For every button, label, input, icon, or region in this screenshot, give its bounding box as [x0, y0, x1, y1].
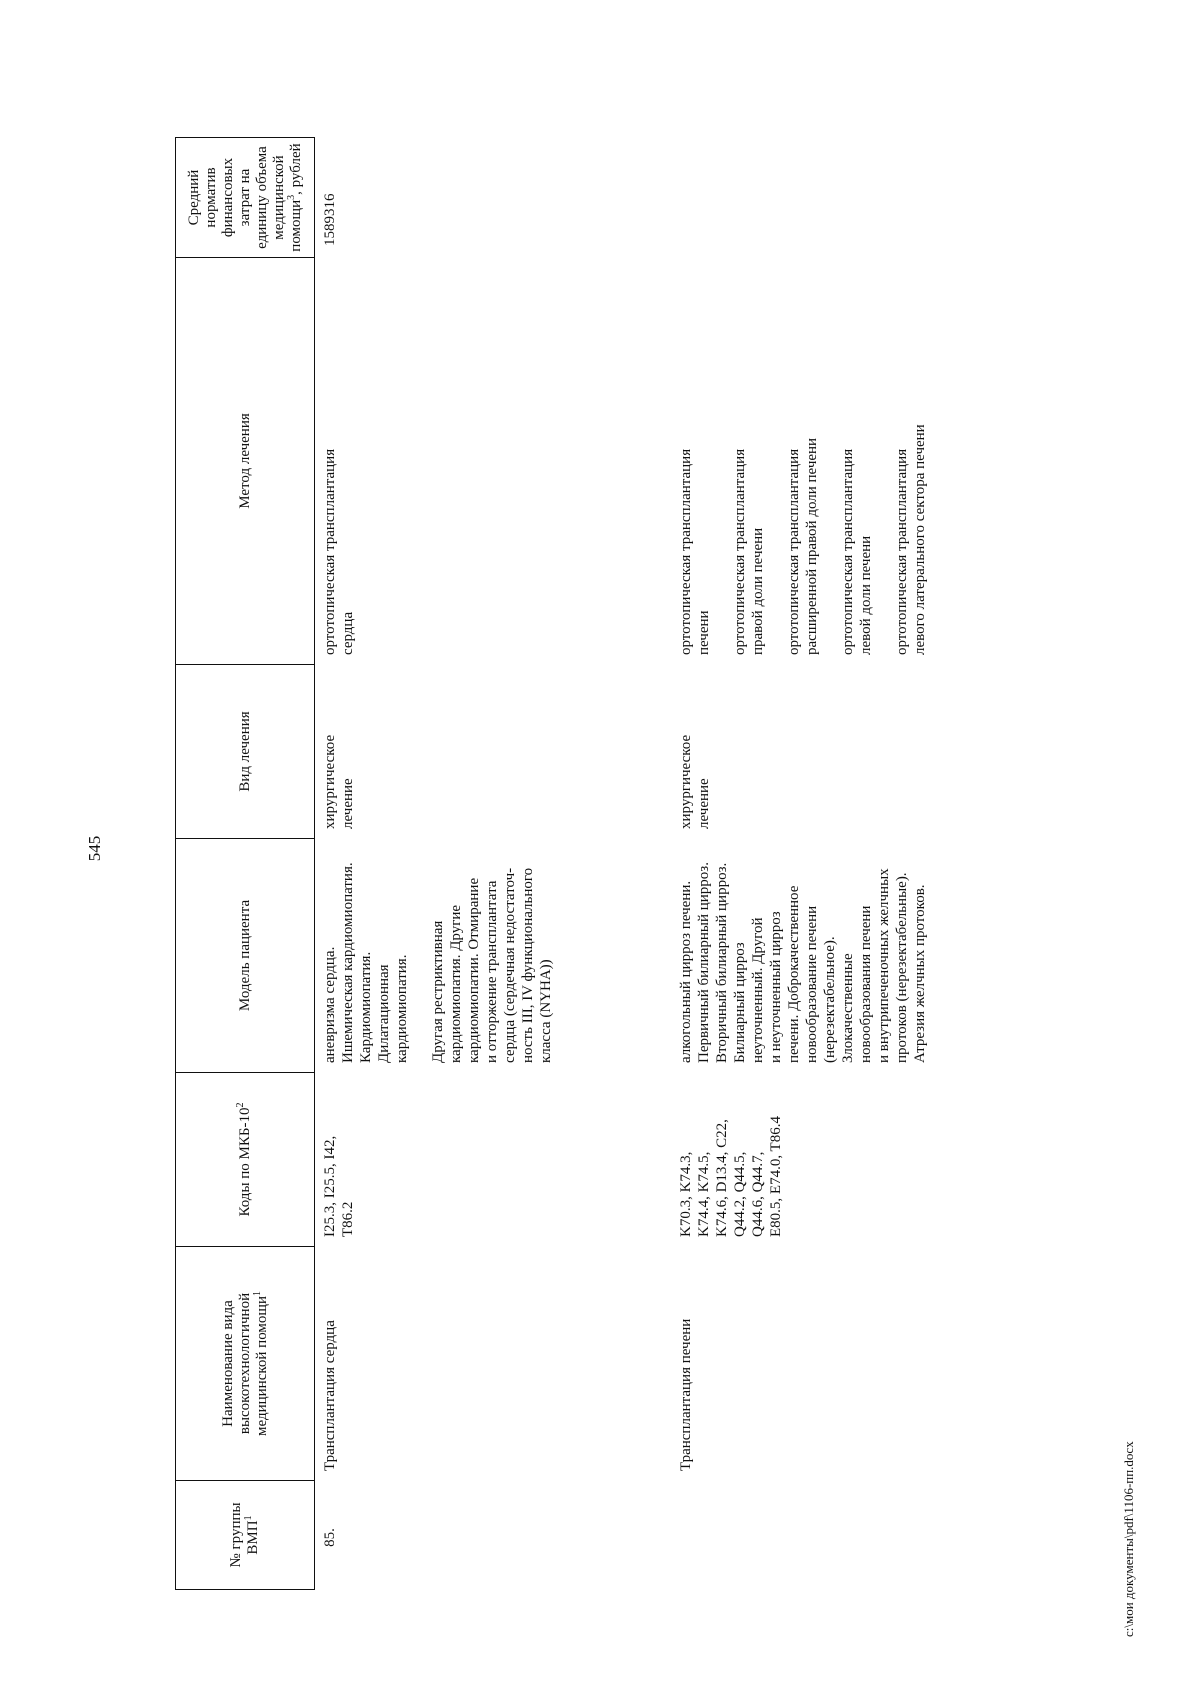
header-method: Метод лечения	[176, 258, 315, 665]
header-cost: Средний норматив финансовых затрат на единицу объема медицинской помощи$^3$, рублей	[176, 138, 315, 258]
cell-model: аневризма сердца. Ишемическая кардиомиопатия. Кардиомиопатия. Дилатационная кардиомиопатия. Другая рестриктивная кардиомиопатия. Другие кардиомиопатии. Отмирание и отторжение трансплантата сердца (сердечная недостаточ- ность III, IV функционального класса (NYHA))	[322, 862, 554, 1063]
method-item: ортотопическая трансплантация сердца	[322, 448, 356, 655]
table-body	[315, 138, 947, 1590]
table-row	[671, 138, 947, 1590]
cell-model: алкогольный цирроз печени. Первичный билиарный цирроз. Вторичный билиарный цирроз. Билиарный цирроз неуточненный. Другой и неуточненный цирроз печени. Доброкачественное новообразование печени (нерезектабельное). Злокачественные новообразования печени и внутрипеченочных желчных протоков (нерезектабельные). Атрезия желчных протоков.	[678, 862, 928, 1063]
cell-name: Трансплантация печени	[678, 1318, 694, 1471]
table-row	[315, 138, 671, 1590]
header-model: Модель пациента	[176, 839, 315, 1073]
cell-num	[671, 1481, 947, 1590]
cell-codes: I25.3, I25.5, I42, T86.2	[322, 1135, 356, 1237]
header-num-group: № группы ВМП$^1$	[176, 1481, 315, 1590]
cell-name: Трансплантация сердца	[322, 1320, 338, 1471]
cell-num: 85.	[322, 1528, 338, 1547]
header-vid: Вид лечения	[176, 665, 315, 839]
header-name: Наименование вида высокотехнологичной медицинской помощи$^1$	[176, 1247, 315, 1481]
method-item: ортотопическая трансплантация печени	[678, 448, 712, 655]
page-number: 545	[85, 835, 104, 862]
cell-method	[671, 258, 947, 665]
cell-method	[315, 258, 671, 665]
method-item: ортотопическая трансплантация левого латерального сектора печени	[894, 424, 928, 655]
cell-vid: хирургическое лечение	[322, 734, 356, 829]
cell-codes: K70.3, K74.3, K74.4, K74.5, K74.6, D13.4, C22, Q44.2, Q44.5, Q44.6, Q44.7, E80.5, E74.0, T86.4	[678, 1116, 784, 1237]
table-header	[175, 137, 315, 1590]
header-codes: Коды по МКБ-$10^2$	[176, 1073, 315, 1247]
vmp-table	[175, 138, 947, 1590]
method-item: ортотопическая трансплантация левой доли печени	[840, 448, 874, 655]
cell-cost	[671, 138, 947, 258]
cell-vid: хирургическое лечение	[678, 734, 712, 829]
method-item: ортотопическая трансплантация правой доли печени	[732, 448, 766, 655]
method-item: ортотопическая трансплантация расширенной правой доли печени	[786, 437, 820, 655]
footer-file-path: c:\мои документы\pdf\1106-пп.docx	[1121, 1441, 1136, 1637]
cell-cost: 1589316	[322, 193, 338, 246]
